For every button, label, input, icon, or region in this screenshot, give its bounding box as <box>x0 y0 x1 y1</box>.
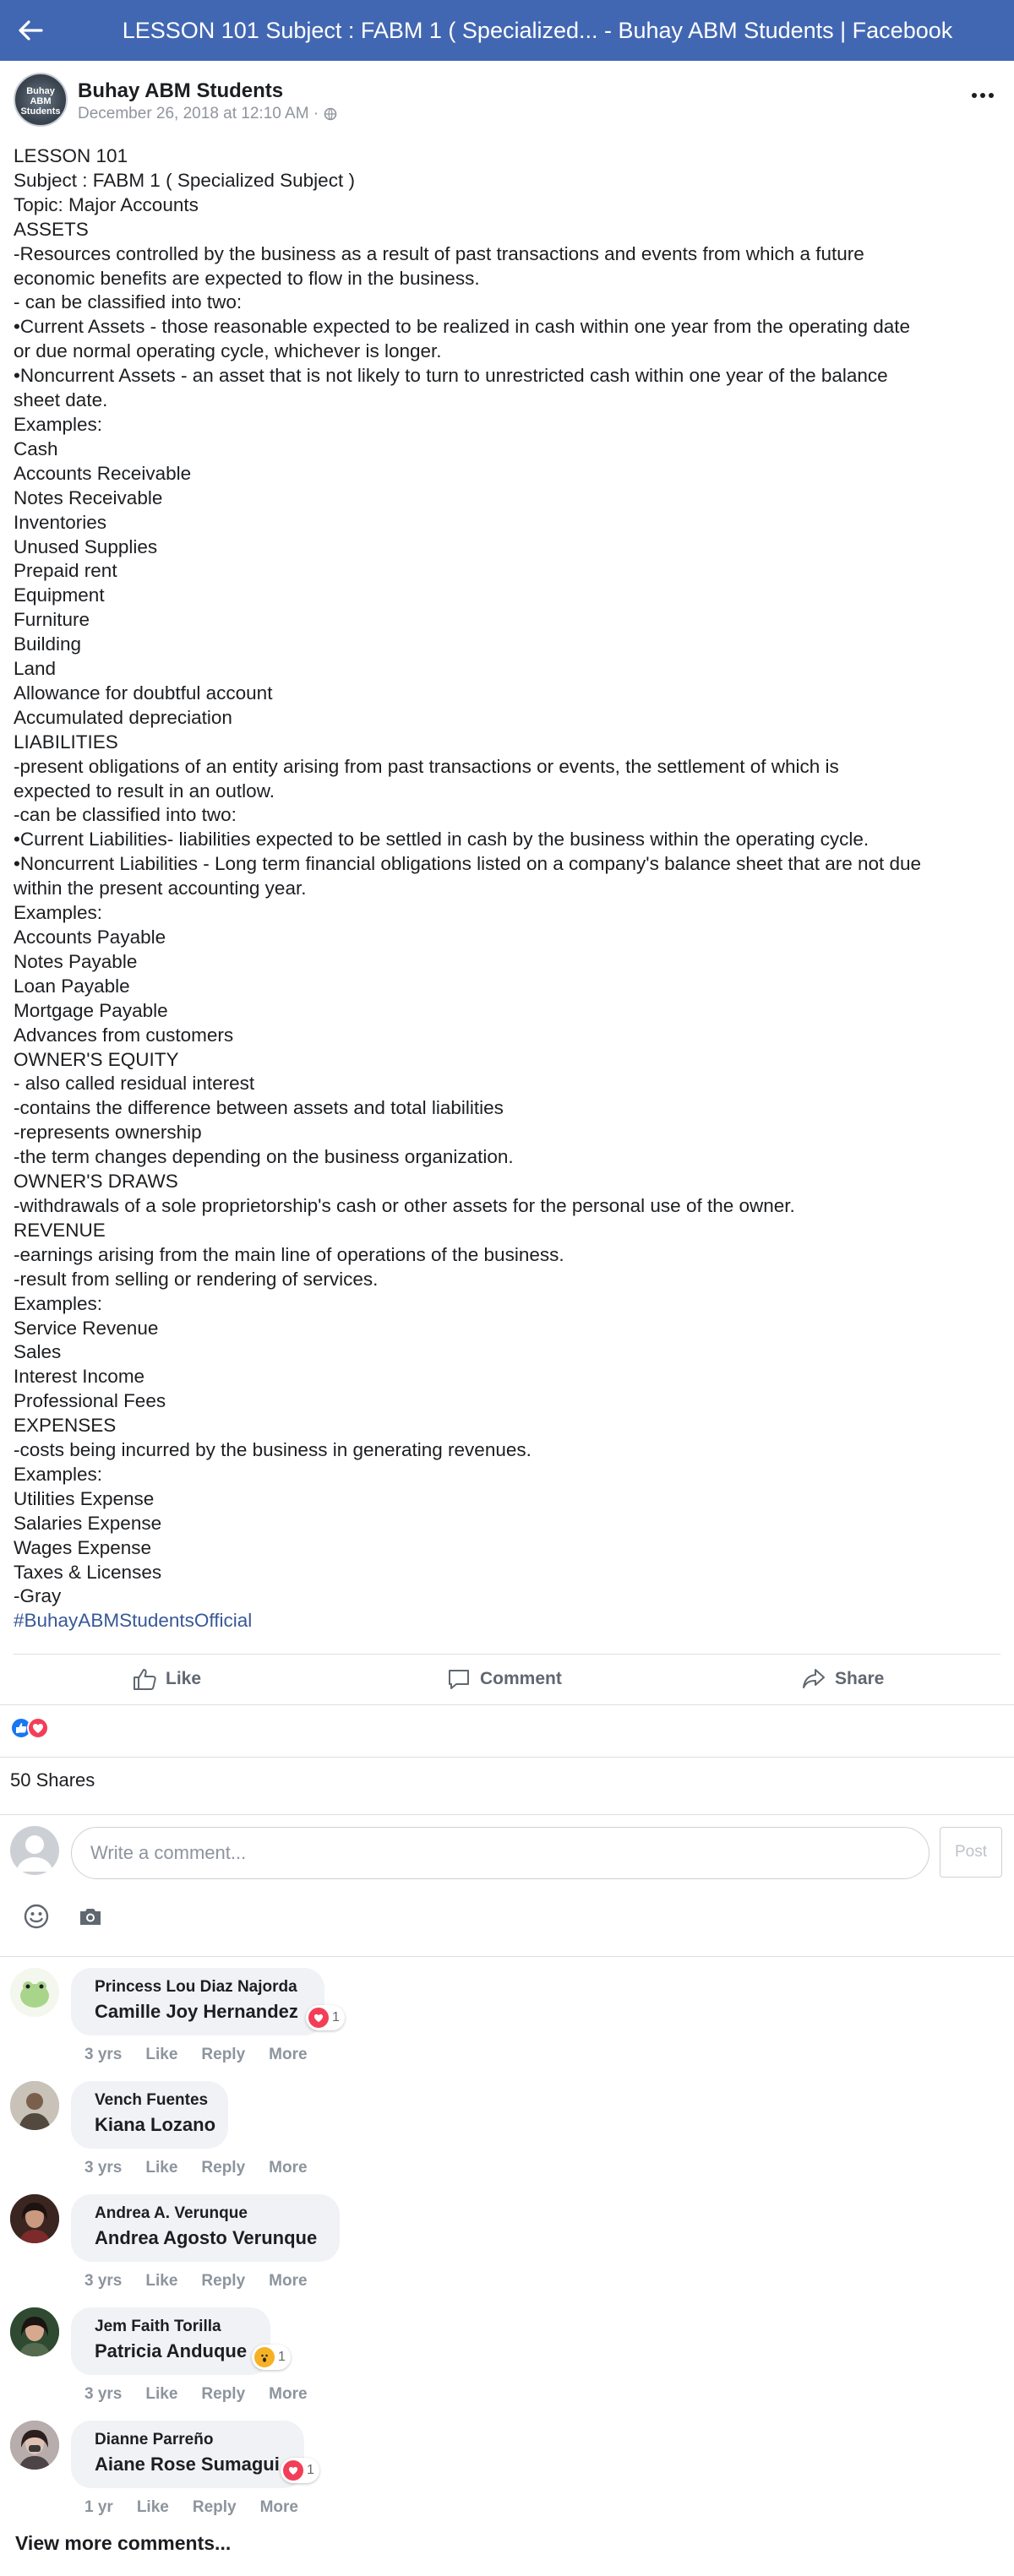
post-text-line: or due normal operating cycle, whichever is longer. <box>14 340 442 362</box>
post-text-line: -can be classified into two: <box>14 804 237 826</box>
post-text-line: Loan Payable <box>14 975 130 997</box>
camera-icon[interactable] <box>76 1902 105 1931</box>
comment-time[interactable]: 3 yrs <box>84 2046 123 2063</box>
post-text-line: Professional Fees <box>14 1390 166 1412</box>
divider <box>0 1814 1014 1815</box>
comment-reply-button[interactable]: Reply <box>192 2498 237 2516</box>
like-label: Like <box>166 1669 202 1688</box>
reaction-count: 1 <box>278 2350 286 2364</box>
avatar-text-3: Students <box>20 106 61 117</box>
commenter-avatar[interactable] <box>10 2081 59 2130</box>
post-text-line: within the present accounting year. <box>14 878 307 899</box>
shares-count[interactable]: 50 Shares <box>10 1769 95 1791</box>
post-text-line: Examples: <box>14 1292 103 1314</box>
divider <box>0 1704 1014 1705</box>
post-text-line: -costs being incurred by the business in generating revenues. <box>14 1439 532 1461</box>
post-text-line: Subject : FABM 1 ( Specialized Subject ) <box>14 169 355 191</box>
comment-bubble[interactable] <box>71 2081 228 2149</box>
comment-reaction[interactable] <box>281 2458 319 2483</box>
love-reaction-icon <box>283 2460 303 2481</box>
share-button[interactable] <box>801 1662 884 1696</box>
share-icon <box>801 1666 826 1692</box>
post-text-line: REVENUE <box>14 1219 106 1241</box>
avatar-text-1: Buhay <box>26 86 55 96</box>
comment-text[interactable]: Andrea Agosto Verunque <box>95 2227 318 2248</box>
post-text-line: Accumulated depreciation <box>14 706 232 728</box>
post-options-button[interactable] <box>968 84 997 106</box>
commenter-avatar[interactable] <box>10 1968 59 2017</box>
post-text-line: •Current Liabilities- liabilities expected to be settled in cash by the business within the operating cycle. <box>14 829 870 851</box>
post-text-line: -contains the difference between assets and total liabilities <box>14 1097 504 1119</box>
comment-more-button[interactable]: More <box>269 2385 308 2403</box>
post-text-line: LIABILITIES <box>14 731 118 753</box>
like-button[interactable] <box>132 1662 201 1696</box>
post-text-line: Topic: Major Accounts <box>14 193 199 215</box>
comment-like-button[interactable]: Like <box>145 2046 178 2063</box>
share-label: Share <box>835 1669 885 1688</box>
comment-meta <box>84 2498 298 2517</box>
post-text-line: •Noncurrent Liabilities - Long term financial obligations listed on a company's balance sheet that are not due <box>14 853 922 875</box>
thumbs-up-icon <box>132 1666 157 1692</box>
post-text-line: -Resources controlled by the business as a result of past transactions and events from which a future <box>14 242 864 264</box>
comment-author[interactable]: Princess Lou Diaz Najorda <box>95 1978 297 1996</box>
post-text-line: Cash <box>14 437 58 459</box>
page-avatar[interactable] <box>14 73 68 127</box>
comment-like-button[interactable]: Like <box>145 2385 178 2403</box>
post-text-line: EXPENSES <box>14 1415 117 1437</box>
comment-bubble[interactable] <box>71 2307 270 2375</box>
comment-button[interactable] <box>446 1662 562 1696</box>
emoji-icon[interactable] <box>22 1902 51 1931</box>
post-text-line: Equipment <box>14 584 105 606</box>
reaction-count: 1 <box>307 2463 314 2477</box>
comment-time[interactable]: 1 yr <box>84 2498 113 2516</box>
post-text-line: Building <box>14 633 82 655</box>
comment-reply-button[interactable]: Reply <box>201 2385 246 2403</box>
commenter-avatar[interactable] <box>10 2421 59 2470</box>
post-text-line: sheet date. <box>14 389 108 411</box>
post-text-line: LESSON 101 <box>14 145 128 166</box>
post-text-line: OWNER'S DRAWS <box>14 1171 178 1193</box>
post-text-line: -Gray <box>14 1585 62 1607</box>
post-text-line: Accounts Receivable <box>14 462 192 484</box>
page-name[interactable]: Buhay ABM Students <box>78 79 284 102</box>
divider <box>0 1757 1014 1758</box>
post-text-line: Prepaid rent <box>14 560 117 582</box>
post-text-line: Inventories <box>14 511 107 533</box>
post-text-line: Notes Payable <box>14 950 138 972</box>
reactions-summary[interactable] <box>10 1717 49 1739</box>
post-text-line: economic benefits are expected to flow in the business. <box>14 267 480 289</box>
user-avatar <box>10 1826 59 1875</box>
comment-input[interactable] <box>71 1827 930 1879</box>
post-text-line: Examples: <box>14 1463 103 1485</box>
comment-bubble[interactable] <box>71 2194 340 2262</box>
post-text-line: Sales <box>14 1341 62 1363</box>
post-text-line: Examples: <box>14 413 103 435</box>
comment-meta <box>84 2046 308 2064</box>
divider <box>0 1956 1014 1957</box>
comment-text[interactable]: Patricia Anduque <box>95 2340 248 2361</box>
post-text-line: - can be classified into two: <box>14 291 243 313</box>
comment-author[interactable]: Vench Fuentes <box>95 2091 209 2109</box>
back-arrow-icon[interactable] <box>12 12 49 49</box>
love-reaction-icon <box>27 1717 49 1739</box>
comment-like-button[interactable]: Like <box>145 2159 178 2177</box>
post-text-line: OWNER'S EQUITY <box>14 1048 179 1070</box>
comment-like-button[interactable]: Like <box>136 2498 169 2516</box>
comment-reply-button[interactable]: Reply <box>201 2272 246 2290</box>
page-title: LESSON 101 Subject : FABM 1 ( Specialized... - Buhay ABM Students | Facebook <box>122 18 953 43</box>
avatar-text-2: ABM <box>30 96 52 106</box>
post-text-line: Examples: <box>14 902 103 924</box>
post-text-line: -withdrawals of a sole proprietorship's cash or other assets for the personal use of the owner. <box>14 1194 795 1216</box>
post-text-line: expected to result in an outlow. <box>14 780 275 802</box>
view-more-comments-link[interactable]: View more comments... <box>15 2532 232 2554</box>
comment-label: Comment <box>480 1669 562 1688</box>
post-text-line: -earnings arising from the main line of operations of the business. <box>14 1243 564 1265</box>
comment-time[interactable]: 3 yrs <box>84 2385 123 2403</box>
top-bar <box>0 0 1014 61</box>
post-comment-button[interactable]: Post <box>940 1827 1002 1878</box>
comment-icon <box>446 1666 472 1692</box>
globe-icon <box>324 107 337 121</box>
post-text-line: -present obligations of an entity arising from past transactions or events, the settlement of which is <box>14 755 839 777</box>
post-text-line: Interest Income <box>14 1366 145 1388</box>
comment-meta <box>84 2159 308 2177</box>
comment-author[interactable]: Andrea A. Verunque <box>95 2204 248 2222</box>
comment-reply-button[interactable]: Reply <box>201 2046 246 2063</box>
post-text-line: Allowance for doubtful account <box>14 682 273 704</box>
post-text-line: Utilities Expense <box>14 1487 155 1509</box>
post-text-line: -represents ownership <box>14 1122 202 1144</box>
comment-reaction[interactable] <box>306 2005 345 2030</box>
post-timestamp[interactable] <box>78 105 337 123</box>
comment-reply-button[interactable]: Reply <box>201 2159 246 2177</box>
post-text-line: Taxes & Licenses <box>14 1561 162 1583</box>
post-text-line: - also called residual interest <box>14 1073 255 1095</box>
post-text-line: Land <box>14 658 57 680</box>
post-text-line: -the term changes depending on the business organization. <box>14 1146 514 1168</box>
post-text-line: •Noncurrent Assets - an asset that is not likely to turn to unrestricted cash within one year of the balance <box>14 365 888 387</box>
comment-text[interactable]: Aiane Rose Sumagui <box>95 2454 280 2475</box>
comment-more-button[interactable]: More <box>269 2272 308 2290</box>
post-text-line: Wages Expense <box>14 1536 152 1558</box>
love-reaction-icon <box>308 2008 329 2028</box>
comment-author[interactable]: Jem Faith Torilla <box>95 2318 221 2335</box>
comment-bubble[interactable] <box>71 2421 304 2488</box>
post-date-text: December 26, 2018 at 12:10 AM · <box>78 105 319 122</box>
post-text-line: Unused Supplies <box>14 535 158 557</box>
commenter-avatar[interactable] <box>10 2194 59 2243</box>
divider <box>14 1654 1000 1655</box>
post-text-line: Mortgage Payable <box>14 999 168 1021</box>
comment-more-button[interactable]: More <box>259 2498 298 2516</box>
post-text-line: ASSETS <box>14 218 89 240</box>
post-text-line: -result from selling or rendering of services. <box>14 1268 379 1290</box>
hashtag-link[interactable]: #BuhayABMStudentsOfficial <box>14 1610 253 1632</box>
comment-text[interactable]: Kiana Lozano <box>95 2114 216 2135</box>
comment-like-button[interactable]: Like <box>145 2272 178 2290</box>
reaction-count: 1 <box>332 2010 340 2024</box>
commenter-avatar[interactable] <box>10 2307 59 2356</box>
comment-reaction[interactable] <box>252 2345 291 2370</box>
post-text-line: •Current Assets - those reasonable expected to be realized in cash within one year from the operating date <box>14 316 910 338</box>
comment-meta <box>84 2272 308 2291</box>
post-text-line: Salaries Expense <box>14 1512 162 1534</box>
post-text-line: Service Revenue <box>14 1317 159 1339</box>
comment-author[interactable]: Dianne Parreño <box>95 2431 214 2448</box>
post-text <box>14 144 1004 1633</box>
post-text-line: Notes Receivable <box>14 486 163 508</box>
post-text-line: Advances from customers <box>14 1024 234 1046</box>
comment-bubble[interactable] <box>71 1968 324 2035</box>
post-text-line: Accounts Payable <box>14 927 166 948</box>
comment-time[interactable]: 3 yrs <box>84 2272 123 2290</box>
comment-more-button[interactable]: More <box>269 2159 308 2177</box>
comment-more-button[interactable]: More <box>269 2046 308 2063</box>
wow-reaction-icon <box>254 2347 275 2367</box>
comment-meta <box>84 2385 308 2404</box>
comment-text[interactable]: Camille Joy Hernandez <box>95 2001 298 2022</box>
comment-time[interactable]: 3 yrs <box>84 2159 123 2177</box>
post-text-line: Furniture <box>14 609 90 631</box>
